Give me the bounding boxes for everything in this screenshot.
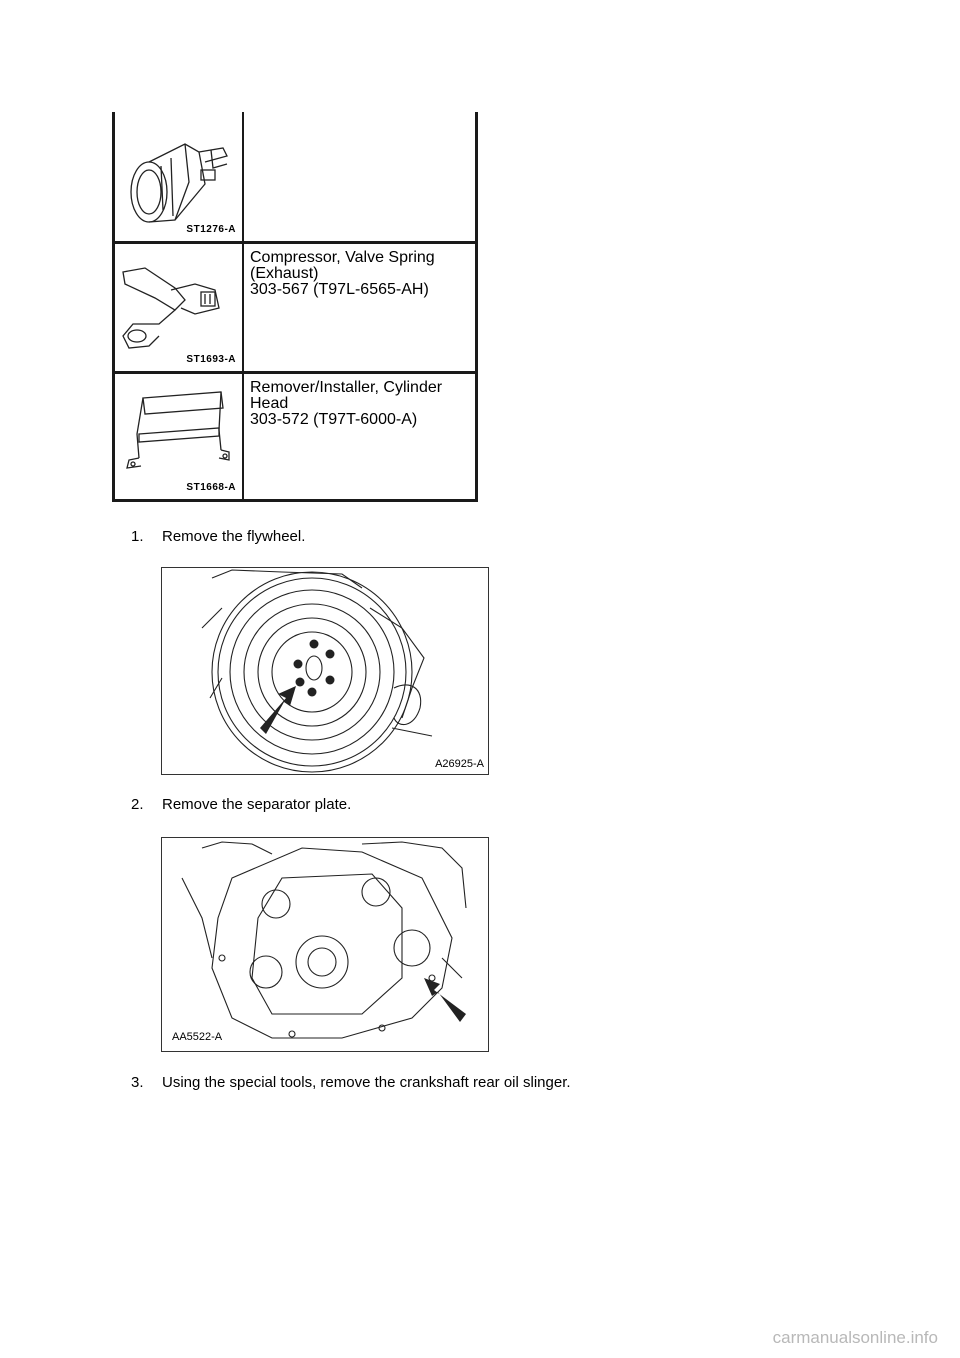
figure-code: AA5522-A <box>172 1031 223 1043</box>
tool-description <box>244 244 475 371</box>
tool-row <box>115 244 475 371</box>
tool-name-line: Remover/Installer, Cylinder <box>250 379 443 396</box>
tool-description <box>244 112 475 241</box>
valve-tool-body-icon <box>115 112 239 241</box>
procedure-step <box>131 796 351 813</box>
tool-name-line: Head <box>250 395 289 412</box>
cylinder-head-bracket-icon <box>115 374 239 499</box>
valve-spring-compressor-icon <box>115 244 239 371</box>
step-number: 2. <box>131 796 144 813</box>
separator-plate-figure <box>161 837 489 1052</box>
tool-image-cell <box>115 112 244 241</box>
tool-description <box>244 374 475 499</box>
step-text: Remove the flywheel. <box>162 528 306 545</box>
tool-code: ST1276-A <box>186 224 236 235</box>
tool-number: 303-567 (T97L-6565-AH) <box>250 281 429 298</box>
step-number: 3. <box>131 1074 144 1091</box>
tool-row <box>115 374 475 499</box>
flywheel-illustration <box>162 568 488 774</box>
figure-code: A26925-A <box>435 758 484 770</box>
procedure-step <box>131 528 305 545</box>
step-text: Using the special tools, remove the crankshaft rear oil slinger. <box>162 1074 571 1091</box>
watermark: carmanualsonline.info <box>772 1328 938 1347</box>
flywheel-figure <box>161 567 489 775</box>
step-text: Remove the separator plate. <box>162 796 352 813</box>
tool-code: ST1668-A <box>186 482 236 493</box>
special-tools-table <box>112 112 478 502</box>
separator-plate-illustration <box>162 838 488 1051</box>
tool-name-line: Compressor, Valve Spring <box>250 249 435 266</box>
tool-image-cell <box>115 244 244 371</box>
tool-image-cell <box>115 374 244 499</box>
procedure-step <box>131 1074 571 1091</box>
step-number: 1. <box>131 528 144 545</box>
tool-row <box>115 112 475 241</box>
tool-code: ST1693-A <box>186 354 236 365</box>
tool-name-line: (Exhaust) <box>250 265 319 282</box>
tool-number: 303-572 (T97T-6000-A) <box>250 411 418 428</box>
